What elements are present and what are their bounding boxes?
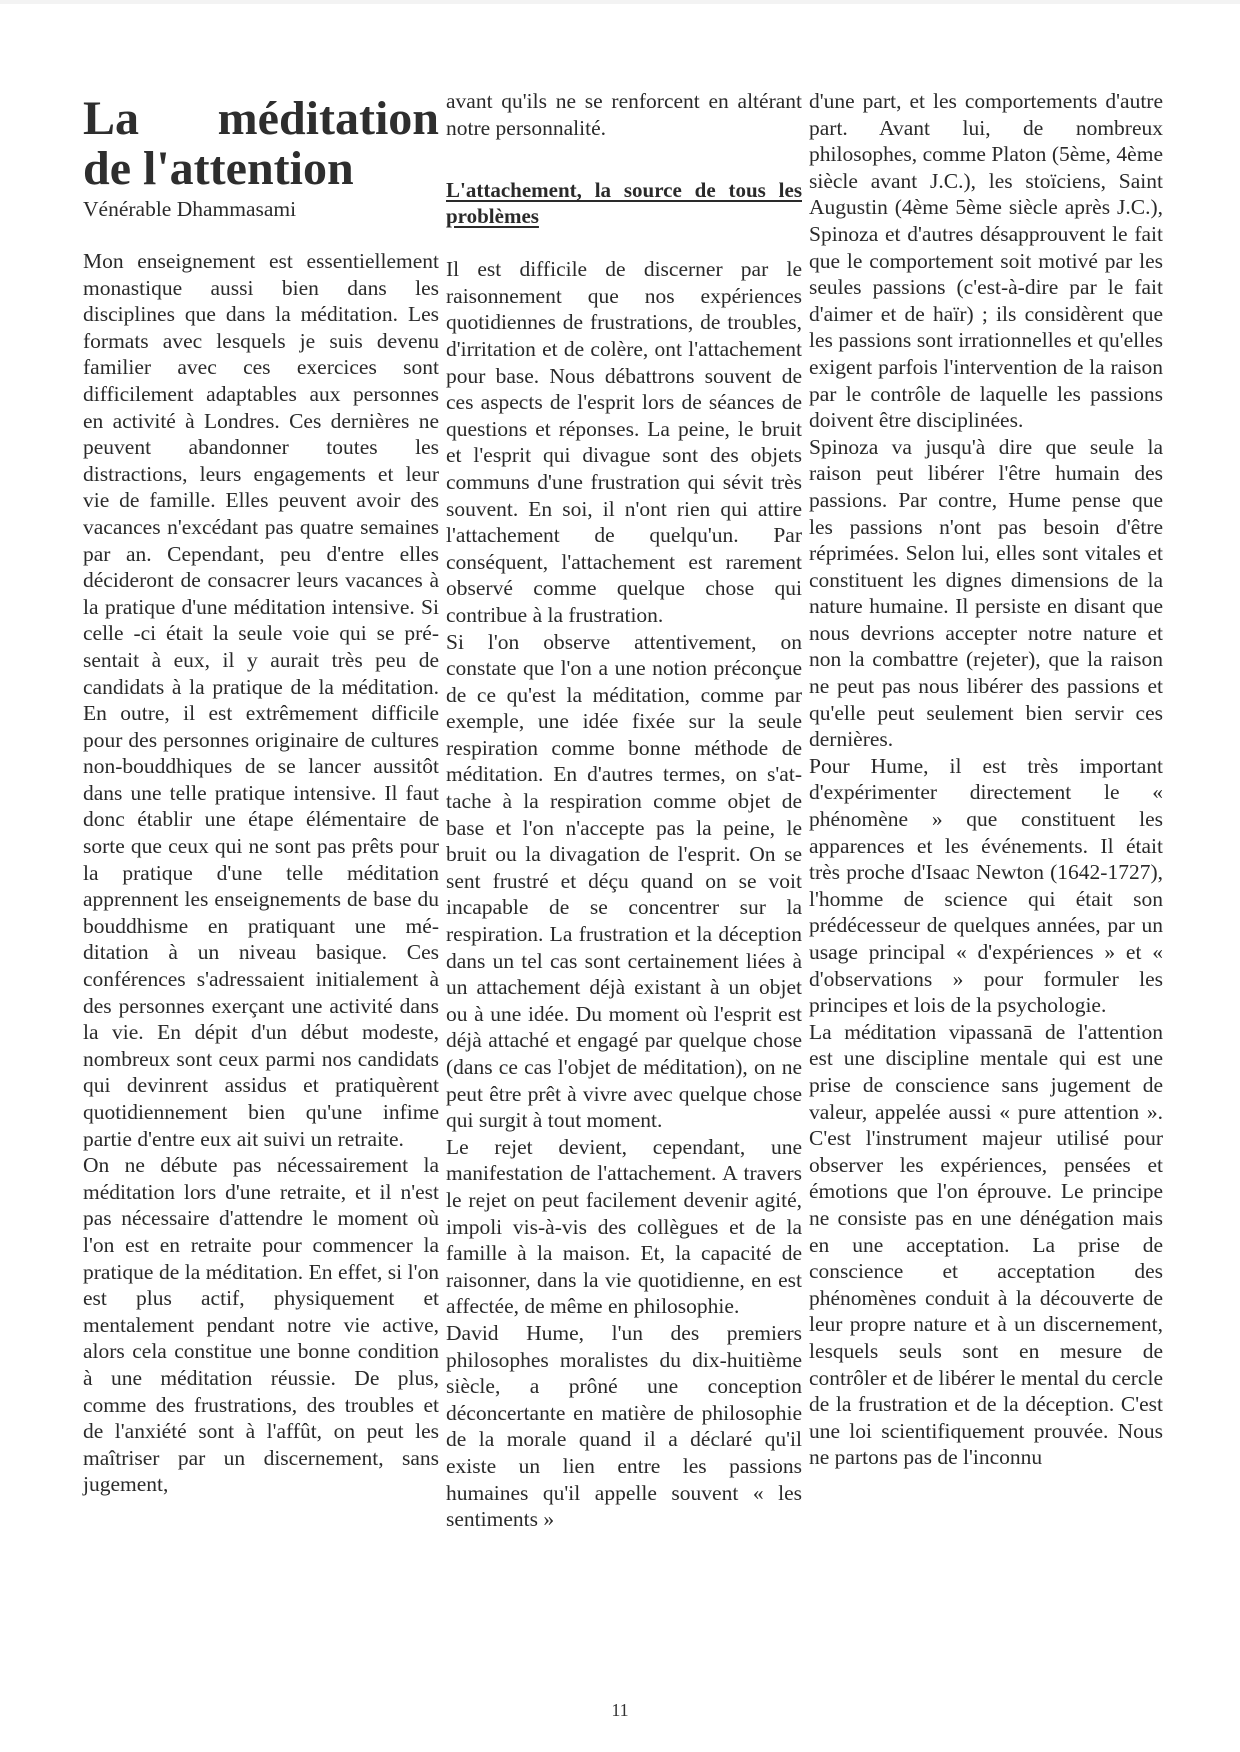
column-1 [83, 88, 439, 1498]
title-line-1 [83, 94, 439, 144]
section-heading: L'attachement, la source de tous les problèmes [446, 178, 802, 229]
paragraph: Mon enseignement est essentiellement monastique aussi bien dans les disciplines que dans la méditation. Les formats avec lesquels je suis devenu familier avec ces exercices sont difficilement adaptables aux personnes en activité à Londres. Ces dernières ne peuvent abandonner toutes les distractions, leurs engagements et leur vie de famille. Elles peuvent avoir des vacances n'excédant pas quatre semaines par an. Cependant, peu d'entre elles décideront de consacrer leurs vacances à la pratique d'une méditation intensive. Si celle -ci était la seule voie qui se présentait à eux, il y aurait très peu de candidats à la pratique de la méditation. En outre, il est extrêmement difficile pour des personnes originaire de cultures non-bouddhiques de se lancer aussitôt dans une telle pratique intensive. Il faut donc établir une étape élémentaire de sorte que ceux qui ne sont pas prêts pour la pratique d'une telle méditation apprennent les enseignements de base du bouddhisme en pratiquant une méditation à un niveau basique. Ces conférences s'adressaient initialement à des personnes exerçant une activité dans la vie. En dépit d'un début modeste, nombreux sont ceux parmi nos candidats qui devinrent assidus et pratiquèrent quotidiennement bien qu'une infime partie d'entre eux ait suivi un retraite. [83, 249, 439, 1151]
paragraph: Spinoza va jusqu'à dire que seule la raison peut libérer l'être humain des passions. Par contre, Hume pense que les passions n'ont pas besoin d'être réprimées. Selon lui, elles sont vitales et constituent les dignes dimensions de la nature humaine. Il persiste en disant que nous devrions accepter notre nature et non la combattre (rejeter), que la raison ne peut pas nous libérer des passions et qu'elle peut seulement bien servir ces dernières. [809, 434, 1163, 752]
paragraph: David Hume, l'un des premiers philosophes moralistes du dix-huitième siècle, a prôné une conception déconcertante en matière de philosophie de la morale quand il a déclaré qu'il existe un lien entre les passions humaines qu'il appelle souvent « les sentiments » [446, 1320, 802, 1532]
paragraph: Il est difficile de discerner par le raisonnement que nos expériences quotidiennes de frustrations, de troubles, d'irritation et de colère, ont l'attachement pour base. Nous débattrons souvent de ces aspects de l'esprit lors de séances de questions et réponses. La peine, le bruit et l'esprit qui divague sont des objets communs d'une frustration qui sévit très souvent. En soi, il n'ont rien qui attire l'attachement de quelqu'un. Par conséquent, l'attachement est rarement observé comme quelque chose qui contribue à la frustration. [446, 257, 802, 627]
title-line-2: de l'attention [83, 142, 354, 195]
paragraph: Pour Hume, il est très important d'expérimenter directement le « phénomène » que constituent les apparences et les événements. Il était très proche d'Isaac Newton (1642-1727), l'homme de science qui était son prédécesseur de quelques années, par un usage principal « d'expériences » et « d'observations » pour formuler les principes et lois de la psychologie. [809, 753, 1163, 1018]
paragraph: d'une part, et les comportements d'autre part. Avant lui, de nombreux philosophes, comme Platon (5ème, 4ème siècle avant J.C.), les stoïciens, Saint Augustin (4ème 5ème siècle après J.C.), Spinoza et d'autres désapprouvent le fait que le comportement soit motivé par les seules passions (c'est-à-dire par le fait d'aimer et de haïr) ; ils considèrent que les passions sont irrationnelles et qu'elles exigent parfois l'intervention de la raison par le contrôle de laquelle les passions doivent être disciplinées. [809, 89, 1163, 433]
page-number: 11 [611, 1700, 629, 1720]
scan-top-edge [0, 0, 1240, 4]
paragraph: On ne débute pas nécessairement la méditation lors d'une retraite, et il n'est pas nécessaire d'attendre le moment où l'on est en retraite pour commencer la pratique de la méditation. En effet, si l'on est plus actif, physiquement et mentalement pendant notre vie active, alors cela constitue une bonne condition à une méditation réussie. De plus, comme des frustrations, des troubles et de l'anxiété sont à l'affût, on peut les maîtriser par un discernement, sans jugement, [83, 1153, 439, 1497]
article-title [83, 94, 439, 194]
column-2 [446, 88, 802, 1533]
paragraph-continuation: avant qu'ils ne se renforcent en altérant notre personnalité. [446, 89, 802, 140]
title-word-meditation: méditation [217, 92, 439, 145]
column-3 [809, 88, 1163, 1471]
article-author: Vénérable Dhammasami [83, 197, 297, 221]
paragraph: Le rejet devient, cependant, une manifestation de l'attachement. A travers le rejet on peut facilement devenir agité, impoli vis-à-vis des collègues et de la famille à la maison. Et, la capacité de raisonner, dans la vie quotidienne, en est affectée, de même en philosophie. [446, 1134, 802, 1319]
paragraph: Si l'on observe attentivement, on constate que l'on a une notion préconçue de ce qu'est la méditation, comme par exemple, une idée fixée sur la seule respiration comme bonne méthode de méditation. En d'autres termes, on s'attache à la respiration comme objet de base et l'on n'accepte pas la peine, le bruit ou la divagation de l'esprit. On se sent frustré et déçu quand on se voit incapable de se concentrer sur la respiration. La frustration et la déception dans un tel cas sont certainement liées à un attachement déjà existant à un objet ou à une idée. Du moment où l'esprit est déjà attaché et engagé par quelque chose (dans ce cas l'objet de méditation), on ne peut être prêt à vivre avec quelque chose qui surgit à tout moment. [446, 629, 802, 1133]
title-word-la: La [83, 92, 140, 145]
paragraph: La méditation vipassanā de l'attention est une discipline mentale qui est une prise de conscience sans jugement de valeur, appelée aussi « pure attention ». C'est l'instrument majeur utilisé pour observer les expériences, pensées et émotions que l'on éprouve. Le principe ne consiste pas en une dénégation mais en une acceptation. La prise de conscience et acceptation des phénomènes conduit à la découverte de leur propre nature et à un discernement, lesquels seuls sont en mesure de contrôler et de libérer le mental du cercle de la frustration et de la déception. C'est une loi scientifiquement prouvée. Nous ne partons pas de l'inconnu [809, 1019, 1163, 1470]
